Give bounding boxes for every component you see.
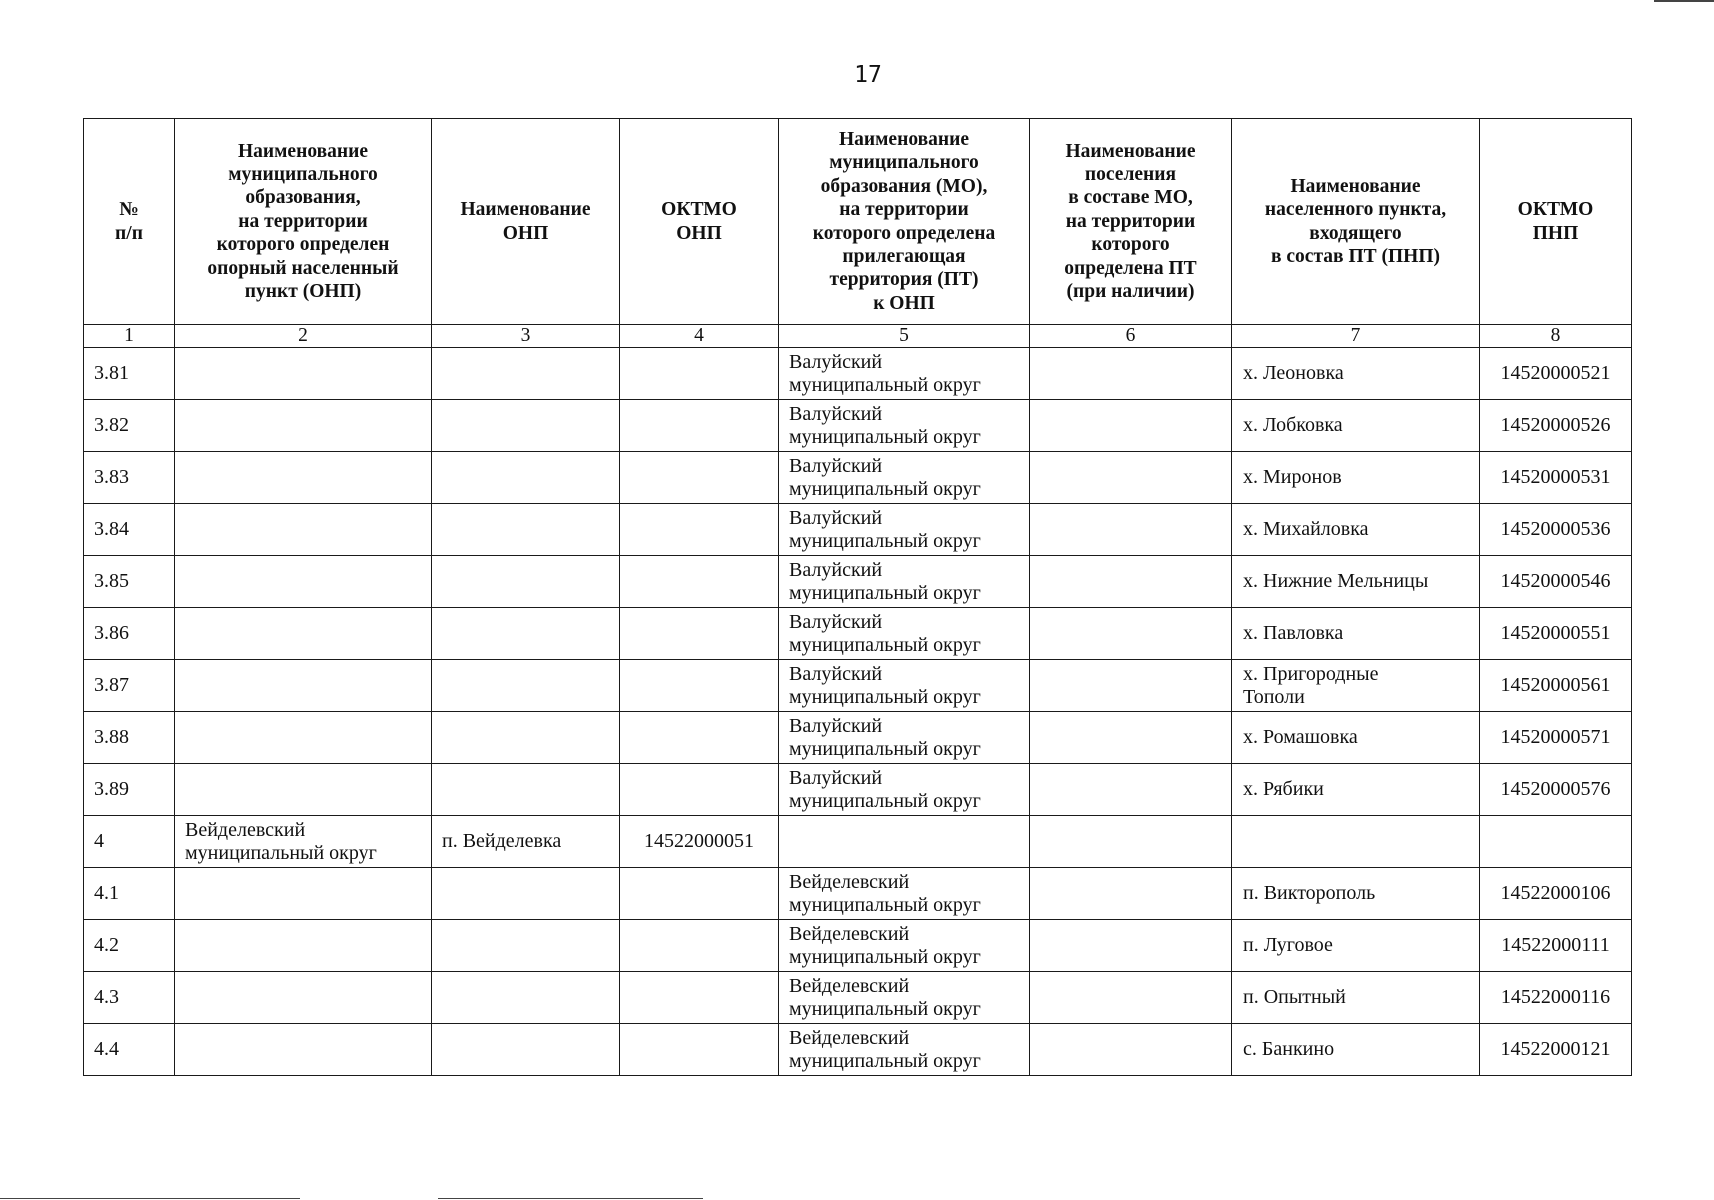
onp-name-cell [432, 400, 620, 452]
row-number: 3.84 [84, 504, 175, 556]
oktmo-onp-cell [620, 452, 779, 504]
header-onp-name: Наименование ОНП [432, 119, 620, 325]
settlement-cell [1030, 920, 1232, 972]
oktmo-onp-cell [620, 348, 779, 400]
mo-pt-cell: Вейделевский муниципальный округ [779, 920, 1030, 972]
mo-onp-cell [175, 764, 432, 816]
settlements-table [83, 118, 1632, 1076]
header-oktmo-onp: ОКТМО ОНП [620, 119, 779, 325]
column-number: 8 [1480, 325, 1632, 348]
column-number: 6 [1030, 325, 1232, 348]
row-number: 4.4 [84, 1024, 175, 1076]
mo-pt-cell: Валуйский муниципальный округ [779, 504, 1030, 556]
oktmo-onp-cell [620, 660, 779, 712]
row-number: 3.83 [84, 452, 175, 504]
row-number: 3.85 [84, 556, 175, 608]
row-number: 4 [84, 816, 175, 868]
column-number-row [84, 325, 1632, 348]
row-number: 3.87 [84, 660, 175, 712]
pnp-name-cell: х. Михайловка [1232, 504, 1480, 556]
mo-pt-cell: Валуйский муниципальный округ [779, 400, 1030, 452]
settlement-cell [1030, 972, 1232, 1024]
column-number: 7 [1232, 325, 1480, 348]
settlement-cell [1030, 452, 1232, 504]
pnp-name-cell: х. Лобковка [1232, 400, 1480, 452]
oktmo-pnp-cell: 14520000576 [1480, 764, 1632, 816]
onp-name-cell [432, 452, 620, 504]
oktmo-pnp-cell: 14520000531 [1480, 452, 1632, 504]
oktmo-pnp-cell: 14520000571 [1480, 712, 1632, 764]
mo-onp-cell [175, 504, 432, 556]
row-number: 3.82 [84, 400, 175, 452]
column-number: 2 [175, 325, 432, 348]
mo-pt-cell: Вейделевский муниципальный округ [779, 972, 1030, 1024]
onp-name-cell [432, 868, 620, 920]
mo-pt-cell: Валуйский муниципальный округ [779, 556, 1030, 608]
onp-name-cell [432, 608, 620, 660]
oktmo-onp-cell [620, 400, 779, 452]
row-number: 4.3 [84, 972, 175, 1024]
oktmo-pnp-cell: 14520000546 [1480, 556, 1632, 608]
oktmo-pnp-cell: 14520000521 [1480, 348, 1632, 400]
header-mo-pt: Наименование муниципального образования (МО), на территории которого определена прилегающая территория (ПТ) к ОНП [779, 119, 1030, 325]
column-number: 4 [620, 325, 779, 348]
row-number: 4.1 [84, 868, 175, 920]
mo-pt-cell: Вейделевский муниципальный округ [779, 868, 1030, 920]
mo-onp-cell [175, 400, 432, 452]
mo-pt-cell [779, 816, 1030, 868]
oktmo-onp-cell [620, 868, 779, 920]
oktmo-pnp-cell: 14520000526 [1480, 400, 1632, 452]
mo-pt-cell: Валуйский муниципальный округ [779, 452, 1030, 504]
mo-onp-cell [175, 1024, 432, 1076]
table-row [84, 868, 1632, 920]
header-pnp-name: Наименование населенного пункта, входящего в состав ПТ (ПНП) [1232, 119, 1480, 325]
table-row [84, 1024, 1632, 1076]
mo-pt-cell: Валуйский муниципальный округ [779, 608, 1030, 660]
onp-name-cell: п. Вейделевка [432, 816, 620, 868]
row-number: 3.86 [84, 608, 175, 660]
onp-name-cell [432, 712, 620, 764]
table-row [84, 972, 1632, 1024]
table-row [84, 764, 1632, 816]
table-row [84, 556, 1632, 608]
mo-onp-cell [175, 712, 432, 764]
oktmo-onp-cell [620, 608, 779, 660]
scan-corner-mark [1654, 0, 1714, 2]
settlements-table-container [83, 118, 1631, 1076]
oktmo-onp-cell [620, 972, 779, 1024]
mo-onp-cell [175, 920, 432, 972]
table-row [84, 400, 1632, 452]
header-settlement: Наименование поселения в составе МО, на территории которого определена ПТ (при наличии) [1030, 119, 1232, 325]
oktmo-onp-cell: 14522000051 [620, 816, 779, 868]
onp-name-cell [432, 556, 620, 608]
row-number: 3.89 [84, 764, 175, 816]
mo-onp-cell [175, 972, 432, 1024]
header-row-number: № п/п [84, 119, 175, 325]
onp-name-cell [432, 972, 620, 1024]
oktmo-pnp-cell: 14522000111 [1480, 920, 1632, 972]
mo-pt-cell: Валуйский муниципальный округ [779, 348, 1030, 400]
oktmo-onp-cell [620, 764, 779, 816]
settlement-cell [1030, 348, 1232, 400]
pnp-name-cell: х. Миронов [1232, 452, 1480, 504]
table-row [84, 816, 1632, 868]
table-row [84, 452, 1632, 504]
header-oktmo-pnp: ОКТМО ПНП [1480, 119, 1632, 325]
pnp-name-cell: х. Нижние Мельницы [1232, 556, 1480, 608]
oktmo-pnp-cell: 14520000551 [1480, 608, 1632, 660]
settlement-cell [1030, 660, 1232, 712]
onp-name-cell [432, 1024, 620, 1076]
oktmo-onp-cell [620, 556, 779, 608]
table-row [84, 660, 1632, 712]
row-number: 4.2 [84, 920, 175, 972]
settlement-cell [1030, 1024, 1232, 1076]
settlement-cell [1030, 764, 1232, 816]
settlement-cell [1030, 504, 1232, 556]
onp-name-cell [432, 348, 620, 400]
settlement-cell [1030, 816, 1232, 868]
onp-name-cell [432, 660, 620, 712]
mo-onp-cell [175, 556, 432, 608]
settlement-cell [1030, 556, 1232, 608]
header-mo-onp: Наименование муниципального образования, на территории которого определен опорный населенный пункт (ОНП) [175, 119, 432, 325]
settlement-cell [1030, 608, 1232, 660]
header-row [84, 119, 1632, 325]
oktmo-onp-cell [620, 504, 779, 556]
table-body [84, 348, 1632, 1076]
onp-name-cell [432, 764, 620, 816]
scan-edge-line [438, 1198, 703, 1199]
row-number: 3.81 [84, 348, 175, 400]
oktmo-pnp-cell: 14522000121 [1480, 1024, 1632, 1076]
column-number: 3 [432, 325, 620, 348]
table-row [84, 608, 1632, 660]
pnp-name-cell: х. Пригородные Тополи [1232, 660, 1480, 712]
oktmo-pnp-cell: 14522000116 [1480, 972, 1632, 1024]
onp-name-cell [432, 504, 620, 556]
pnp-name-cell: х. Павловка [1232, 608, 1480, 660]
page-number: 17 [854, 62, 882, 88]
oktmo-pnp-cell [1480, 816, 1632, 868]
row-number: 3.88 [84, 712, 175, 764]
mo-pt-cell: Валуйский муниципальный округ [779, 764, 1030, 816]
mo-onp-cell [175, 868, 432, 920]
pnp-name-cell: п. Луговое [1232, 920, 1480, 972]
table-row [84, 712, 1632, 764]
scan-edge-line [0, 1198, 300, 1199]
mo-pt-cell: Валуйский муниципальный округ [779, 712, 1030, 764]
settlement-cell [1030, 712, 1232, 764]
table-header [84, 119, 1632, 348]
settlement-cell [1030, 868, 1232, 920]
pnp-name-cell: х. Рябики [1232, 764, 1480, 816]
mo-onp-cell [175, 452, 432, 504]
mo-onp-cell [175, 608, 432, 660]
column-number: 1 [84, 325, 175, 348]
pnp-name-cell: х. Леоновка [1232, 348, 1480, 400]
table-row [84, 348, 1632, 400]
oktmo-pnp-cell: 14522000106 [1480, 868, 1632, 920]
table-row [84, 920, 1632, 972]
pnp-name-cell: п. Опытный [1232, 972, 1480, 1024]
oktmo-onp-cell [620, 920, 779, 972]
mo-pt-cell: Вейделевский муниципальный округ [779, 1024, 1030, 1076]
oktmo-onp-cell [620, 1024, 779, 1076]
oktmo-pnp-cell: 14520000536 [1480, 504, 1632, 556]
pnp-name-cell: х. Ромашовка [1232, 712, 1480, 764]
table-row [84, 504, 1632, 556]
column-number: 5 [779, 325, 1030, 348]
mo-onp-cell: Вейделевский муниципальный округ [175, 816, 432, 868]
pnp-name-cell: с. Банкино [1232, 1024, 1480, 1076]
mo-onp-cell [175, 660, 432, 712]
onp-name-cell [432, 920, 620, 972]
oktmo-onp-cell [620, 712, 779, 764]
settlement-cell [1030, 400, 1232, 452]
oktmo-pnp-cell: 14520000561 [1480, 660, 1632, 712]
pnp-name-cell: п. Викторополь [1232, 868, 1480, 920]
mo-pt-cell: Валуйский муниципальный округ [779, 660, 1030, 712]
mo-onp-cell [175, 348, 432, 400]
pnp-name-cell [1232, 816, 1480, 868]
